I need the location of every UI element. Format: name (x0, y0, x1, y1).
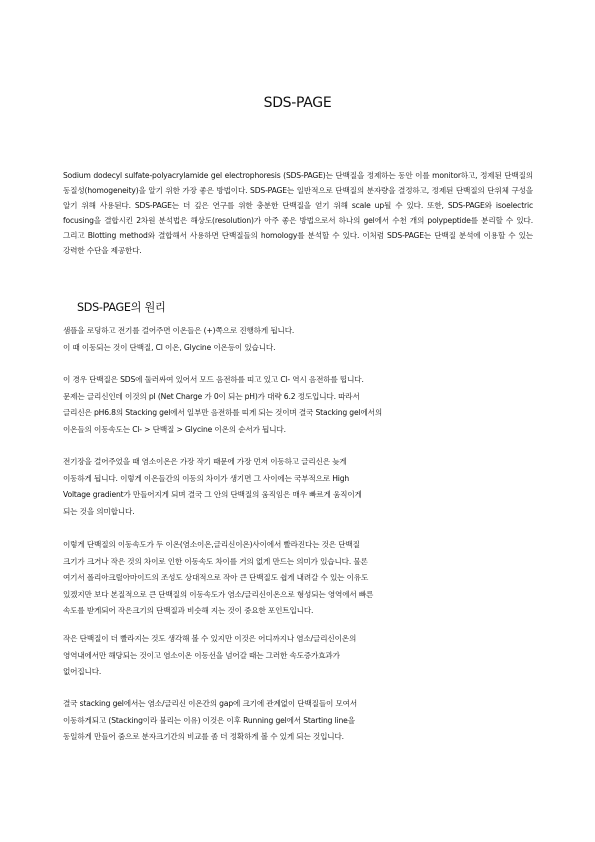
text-line: 이동하게 됩니다. 이렇게 이온들간의 이동의 차이가 생기면 그 사이에는 국부적으로 High (63, 473, 350, 483)
text-line: 샘플을 로딩하고 전기를 걸어주면 이온들은 (+)쪽으로 진행하게 됩니다. (63, 326, 295, 335)
text-line: Voltage gradient가 만들어지게 되며 결국 그 안의 단백질의 움직임은 매우 빠르게 움직이게 (63, 490, 362, 499)
paragraph-voltage-gradient (63, 454, 533, 520)
text-line: 이동하게되고 (Stacking이라 불리는 이유) 이것은 이후 Running gel에서 Starting line을 (63, 715, 355, 725)
text-line: 없어집니다. (63, 667, 102, 676)
text-line: 되는 것을 의미합니다. (63, 506, 135, 516)
text-line: 크기가 크거나 작은 것의 차이로 인한 이동속도 차이를 거의 없게 만드는 의미가 있습니다. 물론 (63, 556, 368, 566)
text-line: 이렇게 단백질의 이동속도가 두 이온(염소이온,글리신이온)사이에서 빨라진다는 것은 단백질 (63, 540, 360, 549)
intro-paragraph: Sodium dodecyl sulfate-polyacrylamide gel electrophoresis (SDS-PAGE)는 단백질을 정제하는 동안 이를 monitor하고, 정제된 단백질의 동질성(homogeneity)을 알기 위한 가장 좋은 방법이다. SDS-PAGE는 일반적으로 단백질의 분자량을 결정하고, 정제된 단백질의 단위체 구성을 알기 위해 사용된다. SDS-PAGE는 더 깊은 연구를 위한 충분한 단백질을 얻기 위해 scale up될 수 있다. 또한, SDS-PAGE와 isoelectric focusing을 결합시킨 2차원 분석법은 해상도(resolution)가 아주 좋은 방법으로서 하나의 gel에서 수천 개의 polypeptide를 분리할 수 있다.그리고 Blotting method와 결합해서 사용하면 단백질들의 homology를 분석할 수 있다. 이처럼 SDS-PAGE는 단백질 분석에 이용할 수 있는 강력한 수단을 제공한다. (63, 171, 533, 255)
paragraph-ion-movement (63, 323, 533, 356)
text-line: 작은 단백질이 더 빨라지는 것도 생각해 볼 수 있지만 이것은 어디까지나 염소/글리신이온의 (63, 634, 357, 643)
text-line: 속도를 받게되어 작은크기의 단백질과 비슷해 지는 것이 중요한 포인트입니다. (63, 606, 314, 615)
section-heading: SDS-PAGE의 원리 (77, 301, 166, 314)
paragraph-stacking-conclusion (63, 696, 533, 746)
text-line: 결국 stacking gel에서는 염소/글리신 이온간의 gap에 크기에 관계없이 단백질들이 모여서 (63, 699, 358, 708)
text-line: 전기장을 걸어주었을 때 염소이온은 가장 작기 때문에 가장 먼저 이동하고 글리신은 늦게 (63, 457, 347, 466)
paragraph-protein-speed (63, 537, 533, 620)
page-title: SDS-PAGE (263, 95, 332, 111)
text-line: 이 때 이동되는 것이 단백질, Cl 이온, Glycine 이온등이 있습니다. (63, 342, 276, 352)
text-line: 이온들의 이동속도는 Cl- > 단백질 > Glycine 이온의 순서가 됩니다. (63, 424, 286, 434)
text-line: 문제는 글리신인데 이것의 pI (Net Charge 가 0이 되는 pH)가 대략 6.2 정도입니다. 따라서 (63, 391, 360, 401)
paragraph-charge-order (63, 372, 533, 438)
text-line: 글리신은 pH6.8의 Stacking gel에서 일부만 음전하를 띠게 되는 것이며 결국 Stacking gel에서의 (63, 408, 383, 417)
text-line: 있겠지만 보다 본질적으로 큰 단백질의 이동속도가 염소/글리신이온으로 형성되는 영역에서 빠른 (63, 589, 374, 599)
text-line: 이 경우 단백질은 SDS에 둘러싸여 있어서 모드 음전하를 띠고 있고 Cl- 역시 음전하를 띱니다. (63, 375, 364, 384)
paragraph-small-proteins (63, 631, 533, 681)
text-line: 여기서 폴리아크릴아마이드의 조성도 상대적으로 작아 큰 단백질도 쉽게 내려갈 수 있는 이유도 (63, 573, 369, 582)
text-line: 영역내에서만 해당되는 것이고 염소이온 이동선을 넘어갈 때는 그러한 속도증가효과가 (63, 650, 340, 660)
text-line: 동일하게 만들어 줌으로 분자크기간의 비교를 좀 더 정확하게 볼 수 있게 되는 것입니다. (63, 732, 344, 741)
